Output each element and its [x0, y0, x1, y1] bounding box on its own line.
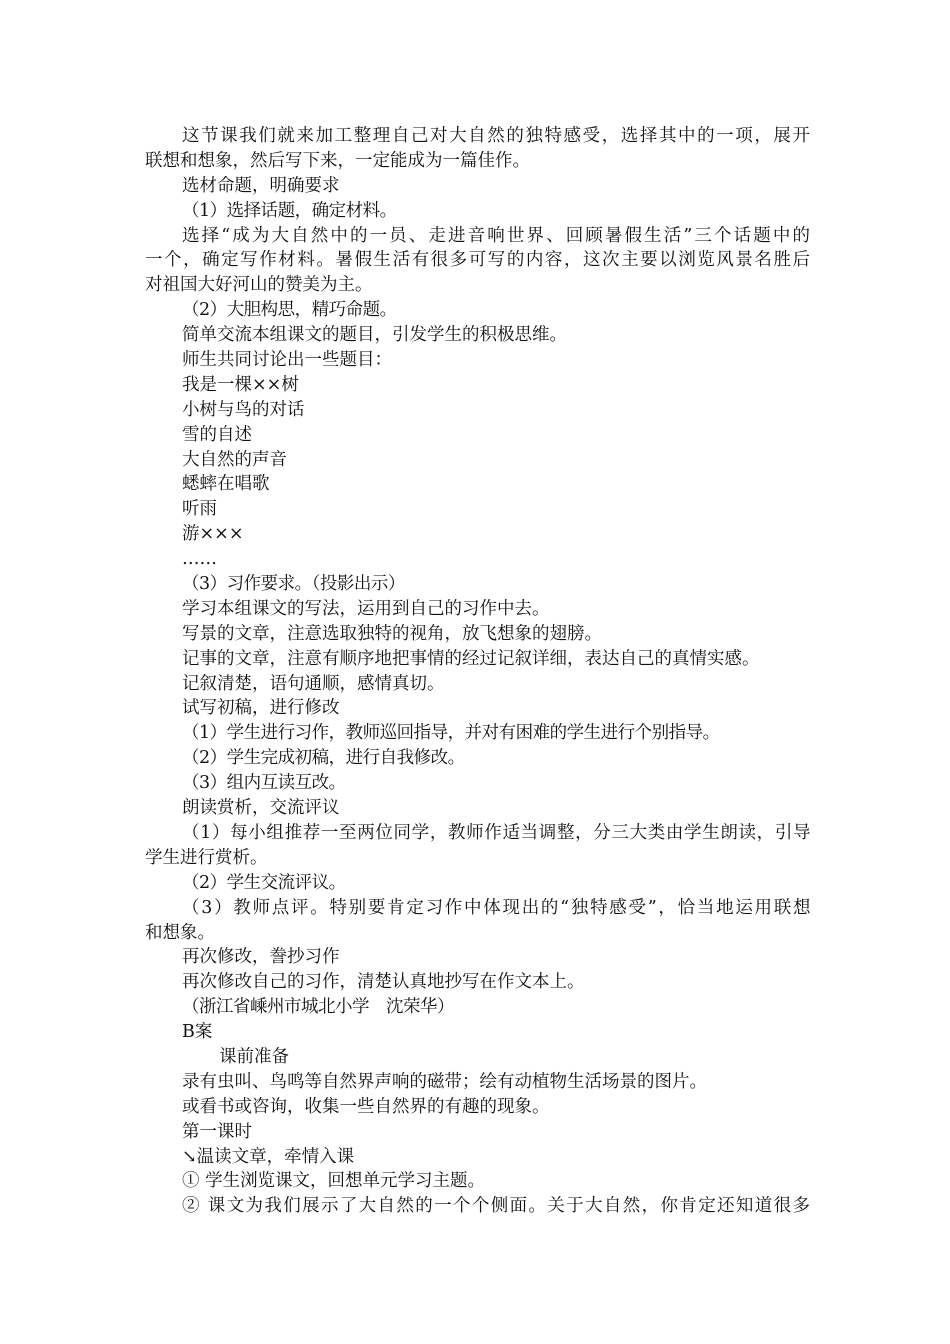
text-line: 雪的自述: [182, 424, 252, 445]
text-line: 我是一棵××树: [182, 374, 299, 395]
text-line: 录有虫叫、鸟鸣等自然界声响的磁带；绘有动植物生活场景的图片。: [182, 1071, 707, 1092]
text-line: 对祖国大好河山的赞美为主。: [145, 275, 373, 296]
text-line: 这节课我们就来加工整理自己对大自然的独特感受，选择其中的一项，展开: [182, 126, 810, 146]
text-line: 第一课时: [182, 1121, 252, 1142]
document-body: [145, 124, 810, 1219]
text-line: 学生进行赏析。: [145, 847, 268, 868]
text-line: 联想和想象，然后写下来，一定能成为一篇佳作。: [145, 150, 530, 171]
text-line: ↘温读文章，牵情入课: [182, 1146, 355, 1167]
text-line: 试写初稿，进行修改: [182, 698, 340, 719]
text-line: 记事的文章，注意有顺序地把事情的经过记叙详细，表达自己的真情实感。: [182, 648, 760, 669]
text-line: 一个，确定写作材料。暑假生活有很多可写的内容，这次主要以浏览风景名胜后: [145, 250, 810, 271]
text-line: （浙江省嵊州市城北小学 沈荣华）: [182, 997, 454, 1018]
text-line: 师生共同讨论出一些题目：: [182, 350, 392, 371]
text-line: （1）学生进行习作，教师巡回指导，并对有困难的学生进行个别指导。: [182, 723, 720, 744]
text-line: 或看书或咨询，收集一些自然界的有趣的现象。: [182, 1096, 550, 1117]
text-line: 课前准备: [219, 1046, 289, 1067]
text-line: 简单交流本组课文的题目，引发学生的积极思维。: [182, 325, 567, 346]
text-line: （2）学生完成初稿，进行自我修改。: [182, 748, 465, 769]
text-line: B案: [182, 1022, 213, 1043]
text-line: （2）大胆构思，精巧命题。: [182, 300, 397, 321]
text-line: 小树与鸟的对话: [182, 399, 305, 420]
text-line: （3）组内互读互改。: [182, 773, 346, 794]
text-line: ② 课文为我们展示了大自然的一个个侧面。关于大自然，你肯定还知道很多: [182, 1196, 810, 1217]
text-line: 学习本组课文的写法，运用到自己的习作中去。: [182, 598, 550, 619]
text-line: （1）每小组推荐一至两位同学，教师作适当调整，分三大类由学生朗读，引导: [182, 822, 810, 843]
text-line: 蟋蟀在唱歌: [182, 474, 270, 495]
text-line: 记叙清楚，语句通顺，感情真切。: [182, 673, 445, 694]
text-line: 再次修改自己的习作，清楚认真地抄写在作文本上。: [182, 972, 585, 993]
text-line: 写景的文章，注意选取独特的视角，放飞想象的翅膀。: [182, 623, 602, 644]
text-line: 大自然的声音: [182, 449, 287, 470]
text-line: 听雨: [182, 499, 217, 520]
text-line: 朗读赏析，交流评议: [182, 798, 340, 819]
text-line: 和想象。: [145, 922, 215, 943]
text-line: ① 学生浏览课文，回想单元学习主题。: [182, 1171, 486, 1192]
text-line: 游×××: [182, 524, 244, 545]
text-line: 再次修改，誊抄习作: [182, 947, 340, 968]
text-line: （3）习作要求。（投影出示）: [182, 574, 405, 595]
text-line: （1）选择话题，确定材料。: [182, 200, 397, 221]
text-line: 选材命题，明确要求: [182, 175, 340, 196]
text-line: （3）教师点评。特别要肯定习作中体现出的“独特感受”，恰当地运用联想: [182, 897, 810, 918]
text-line: （2）学生交流评议。: [182, 872, 346, 893]
text-line: ……: [182, 549, 217, 570]
text-line: 选择“成为大自然中的一员、走进音响世界、回顾暑假生活”三个话题中的: [182, 225, 810, 246]
